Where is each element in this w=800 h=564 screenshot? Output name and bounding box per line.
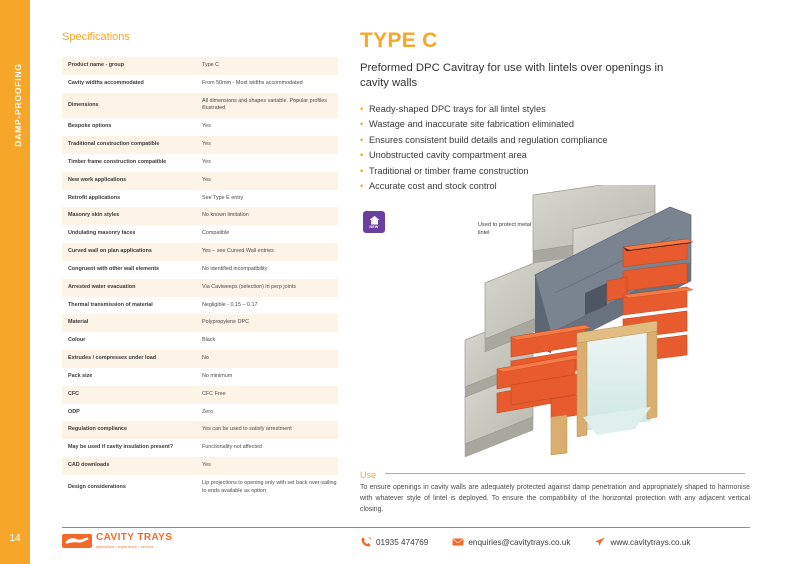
spec-value: From 50mm - Most widths accommodated (202, 79, 303, 86)
spec-value: No (202, 355, 209, 362)
spec-value: Yes (202, 123, 211, 130)
spec-value: Yes – see Curved Wall entries (202, 248, 274, 255)
spec-row (62, 350, 338, 368)
specifications-heading: Specifications (62, 31, 130, 43)
spec-value: No identified incompatibility (202, 265, 268, 272)
spec-value: Lip projections to opening only with set back over-sailing to ends available as option (202, 479, 337, 494)
phone-contact[interactable] (360, 536, 428, 548)
website-contact[interactable] (594, 536, 690, 548)
spec-row (62, 439, 338, 457)
spec-row (62, 172, 338, 190)
spec-key: May be used if cavity insulation present? (68, 444, 174, 451)
product-feature-item: • Ensures consistent build details and regulation compliance (360, 133, 710, 148)
house-icon (369, 215, 380, 225)
company-logo (62, 533, 172, 549)
new-badge-label: NEW (369, 225, 379, 230)
spec-value: See Type E entry (202, 194, 244, 201)
logo-wordmark (96, 533, 172, 549)
footer-contacts (360, 536, 752, 548)
email-address: enquiries@cavitytrays.co.uk (468, 537, 571, 547)
footer-divider (62, 527, 750, 528)
phone-number: 01935 474769 (376, 537, 429, 547)
spec-value: Yes (202, 176, 211, 183)
spec-row (62, 475, 338, 501)
spec-value: No known limitation (202, 212, 249, 219)
spec-key: Traditional construction compatible (68, 141, 160, 148)
spec-row (62, 190, 338, 208)
running-dog-icon (62, 534, 92, 548)
specifications-table-body (62, 57, 338, 501)
new-product-badge (363, 211, 385, 233)
spec-value: No minimum (202, 372, 233, 379)
spec-row (62, 75, 338, 93)
phone-icon (360, 536, 372, 548)
spec-row (62, 118, 338, 136)
use-divider (385, 473, 745, 474)
logo-name: CAVITY TRAYS (96, 532, 173, 543)
page-number: 14 (9, 533, 21, 544)
use-heading: Use (360, 469, 377, 480)
spec-value: Yes (202, 158, 211, 165)
product-feature-item: • Traditional or timber frame construction (360, 164, 710, 179)
dog-glyph (64, 535, 90, 546)
spec-key: Curved wall on plan applications (68, 248, 152, 255)
spec-key: Extrudes / compresses under load (68, 355, 157, 362)
spec-value: CFC Free (202, 390, 226, 397)
logo-tagline: specialism • experience • service (96, 544, 154, 549)
paper-plane-icon (594, 536, 606, 548)
spec-key: CFC (68, 390, 80, 397)
spec-key: New work applications (68, 176, 127, 183)
spec-row (62, 421, 338, 439)
spec-key: Bespoke options (68, 123, 112, 130)
spec-key: Material (68, 319, 89, 326)
spec-row (62, 386, 338, 404)
spec-value: Negligible - 0.15 – 0.17 (202, 301, 258, 308)
spec-row (62, 279, 338, 297)
spec-key: Retrofit applications (68, 194, 121, 201)
spec-value: Via Caviweeps (selection) in perp joints (202, 283, 296, 290)
spec-value: Type C (202, 62, 220, 68)
spec-row (62, 261, 338, 279)
spec-key: Congruent with other wall elements (68, 265, 160, 272)
product-feature-list (360, 102, 710, 195)
spec-key: Product name - group (68, 62, 125, 68)
spec-row (62, 57, 338, 75)
spec-value: Zero (202, 408, 214, 415)
spec-key: Regulation compliance (68, 426, 128, 433)
spec-key: Arrested water evacuation (68, 283, 136, 290)
product-feature-item: • Ready-shaped DPC trays for all lintel styles (360, 102, 710, 117)
spec-row (62, 93, 338, 119)
spec-key: Timber frame construction compatible (68, 158, 167, 165)
spec-key: Cavity widths accommodated (68, 79, 144, 86)
spec-value: Compatible (202, 230, 230, 237)
section-tab (0, 0, 30, 564)
spec-value: Yes (202, 141, 211, 148)
spec-row (62, 457, 338, 475)
website-url: www.cavitytrays.co.uk (610, 537, 691, 547)
spec-key: Masonry skin styles (68, 212, 120, 219)
product-feature-item: • Wastage and inaccurate site fabrication eliminated (360, 117, 710, 132)
spec-key: Colour (68, 337, 86, 344)
spec-value: Polypropylene DPC (202, 319, 250, 326)
spec-row (62, 154, 338, 172)
illustration-caption: Used to protect metal lintel (478, 222, 532, 236)
spec-row (62, 332, 338, 350)
spec-row (62, 136, 338, 154)
product-subtitle: Preformed DPC Cavitray for use with lintels over openings in cavity walls (360, 62, 664, 89)
spec-value: All dimensions and shapes variable. Popular profiles illustrated (202, 97, 327, 112)
spec-row (62, 368, 338, 386)
spec-key: Design considerations (68, 483, 126, 490)
product-feature-item: • Accurate cost and stock control (360, 179, 710, 194)
spec-value: Black (202, 337, 216, 344)
spec-key: Undulating masonry faces (68, 230, 136, 237)
envelope-icon (452, 536, 464, 548)
spec-value: Yes can be used to satisfy arrestment (202, 426, 292, 433)
spec-row (62, 404, 338, 422)
use-body-text: To ensure openings in cavity walls are adequately protected against damp penetration and appropriately shaped to harmonise with whatever style of lintel is deployed. To ensure the compatibility of the horizontal protection with any adjacent vertical closing. (360, 484, 750, 514)
spec-key: Thermal transmission of material (68, 301, 153, 308)
spec-row (62, 243, 338, 261)
spec-key: CAD downloads (68, 462, 110, 469)
spec-row (62, 207, 338, 225)
spec-key: ODP (68, 408, 80, 415)
spec-row (62, 314, 338, 332)
spec-value: Functionality not affected (202, 444, 262, 451)
spec-row (62, 225, 338, 243)
spec-value: Yes (202, 462, 211, 469)
email-contact[interactable] (452, 536, 570, 548)
product-title: TYPE C (360, 29, 438, 52)
spec-key: Dimensions (68, 101, 99, 108)
spec-row (62, 297, 338, 315)
section-tab-label: DAMP-PROOFING (13, 63, 23, 147)
specifications-table (62, 57, 338, 501)
product-feature-item: • Unobstructed cavity compartment area (360, 148, 710, 163)
spec-key: Pack size (68, 372, 93, 379)
